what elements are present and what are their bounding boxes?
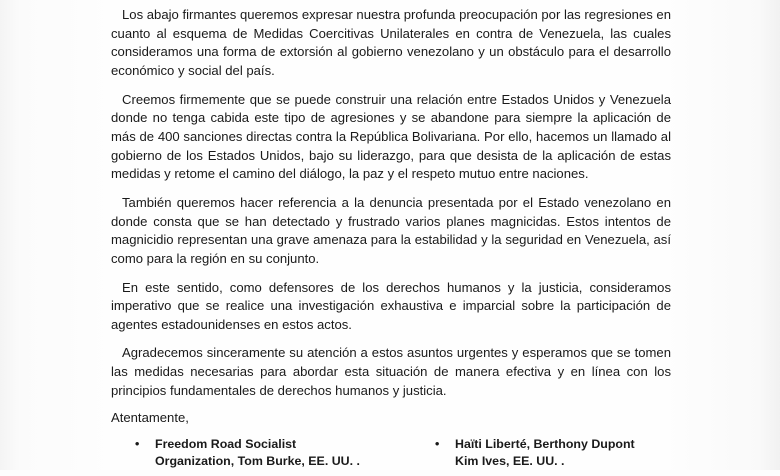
closing-salutation: Atentamente, (111, 410, 189, 425)
letter-body (111, 6, 671, 410)
paragraph-5: Agradecemos sinceramente su atención a estos asuntos urgentes y esperamos que se tomen las medidas necesarias para abordar esta situación de manera efectiva y en línea con los principios fundamentales de derechos humanos y justicia. (111, 345, 671, 398)
signatory-text: Haïti Liberté, Berthony Dupont Kim Ives, EE. UU. . (455, 437, 635, 468)
paragraph-4: En este sentido, como defensores de los derechos humanos y la justicia, consideramos imperativo que se realice una investigación exhaustiva e imparcial sobre la participación de agentes estadounidenses en estos actos. (111, 279, 671, 332)
signatories-list (111, 436, 711, 476)
paragraph-1: Los abajo firmantes queremos expresar nuestra profunda preocupación por las regresiones en cuanto al esquema de Medidas Coercitivas Unilaterales en contra de Venezuela, las cuales consideramos una forma de extorsión al gobierno venezolano y un obstáculo para el desarrollo económico y social del país. (111, 7, 671, 79)
paragraph-3: También queremos hacer referencia a la denuncia presentada por el Estado venezolano en donde consta que se han detectado y frustrado varios planes magnicidas. Estos intentos de magnicidio representan una grave amenaza para la estabilidad y la seguridad en Venezuela, así como para la región en su conjunto. (111, 194, 671, 267)
paragraph-2: Creemos firmemente que se puede construir una relación entre Estados Unidos y Venezuela donde no tenga cabida este tipo de agresiones y se abandone para siempre la aplicación de más de 400 sanciones directas contra la República Bolivariana. Por ello, hacemos un llamado al gobierno de los Estados Unidos, bajo su liderazgo, para que desista de la aplicación de estas medidas y retome el camino del diálogo, la paz y el respeto mutuo entre naciones. (111, 91, 671, 182)
signatory-text: Freedom Road Socialist Organization, Tom Burke, EE. UU. . (155, 437, 360, 468)
bullet-icon: • (135, 437, 140, 451)
signatory-item (435, 436, 635, 470)
bullet-icon: • (435, 437, 440, 451)
signatory-item (135, 436, 365, 470)
